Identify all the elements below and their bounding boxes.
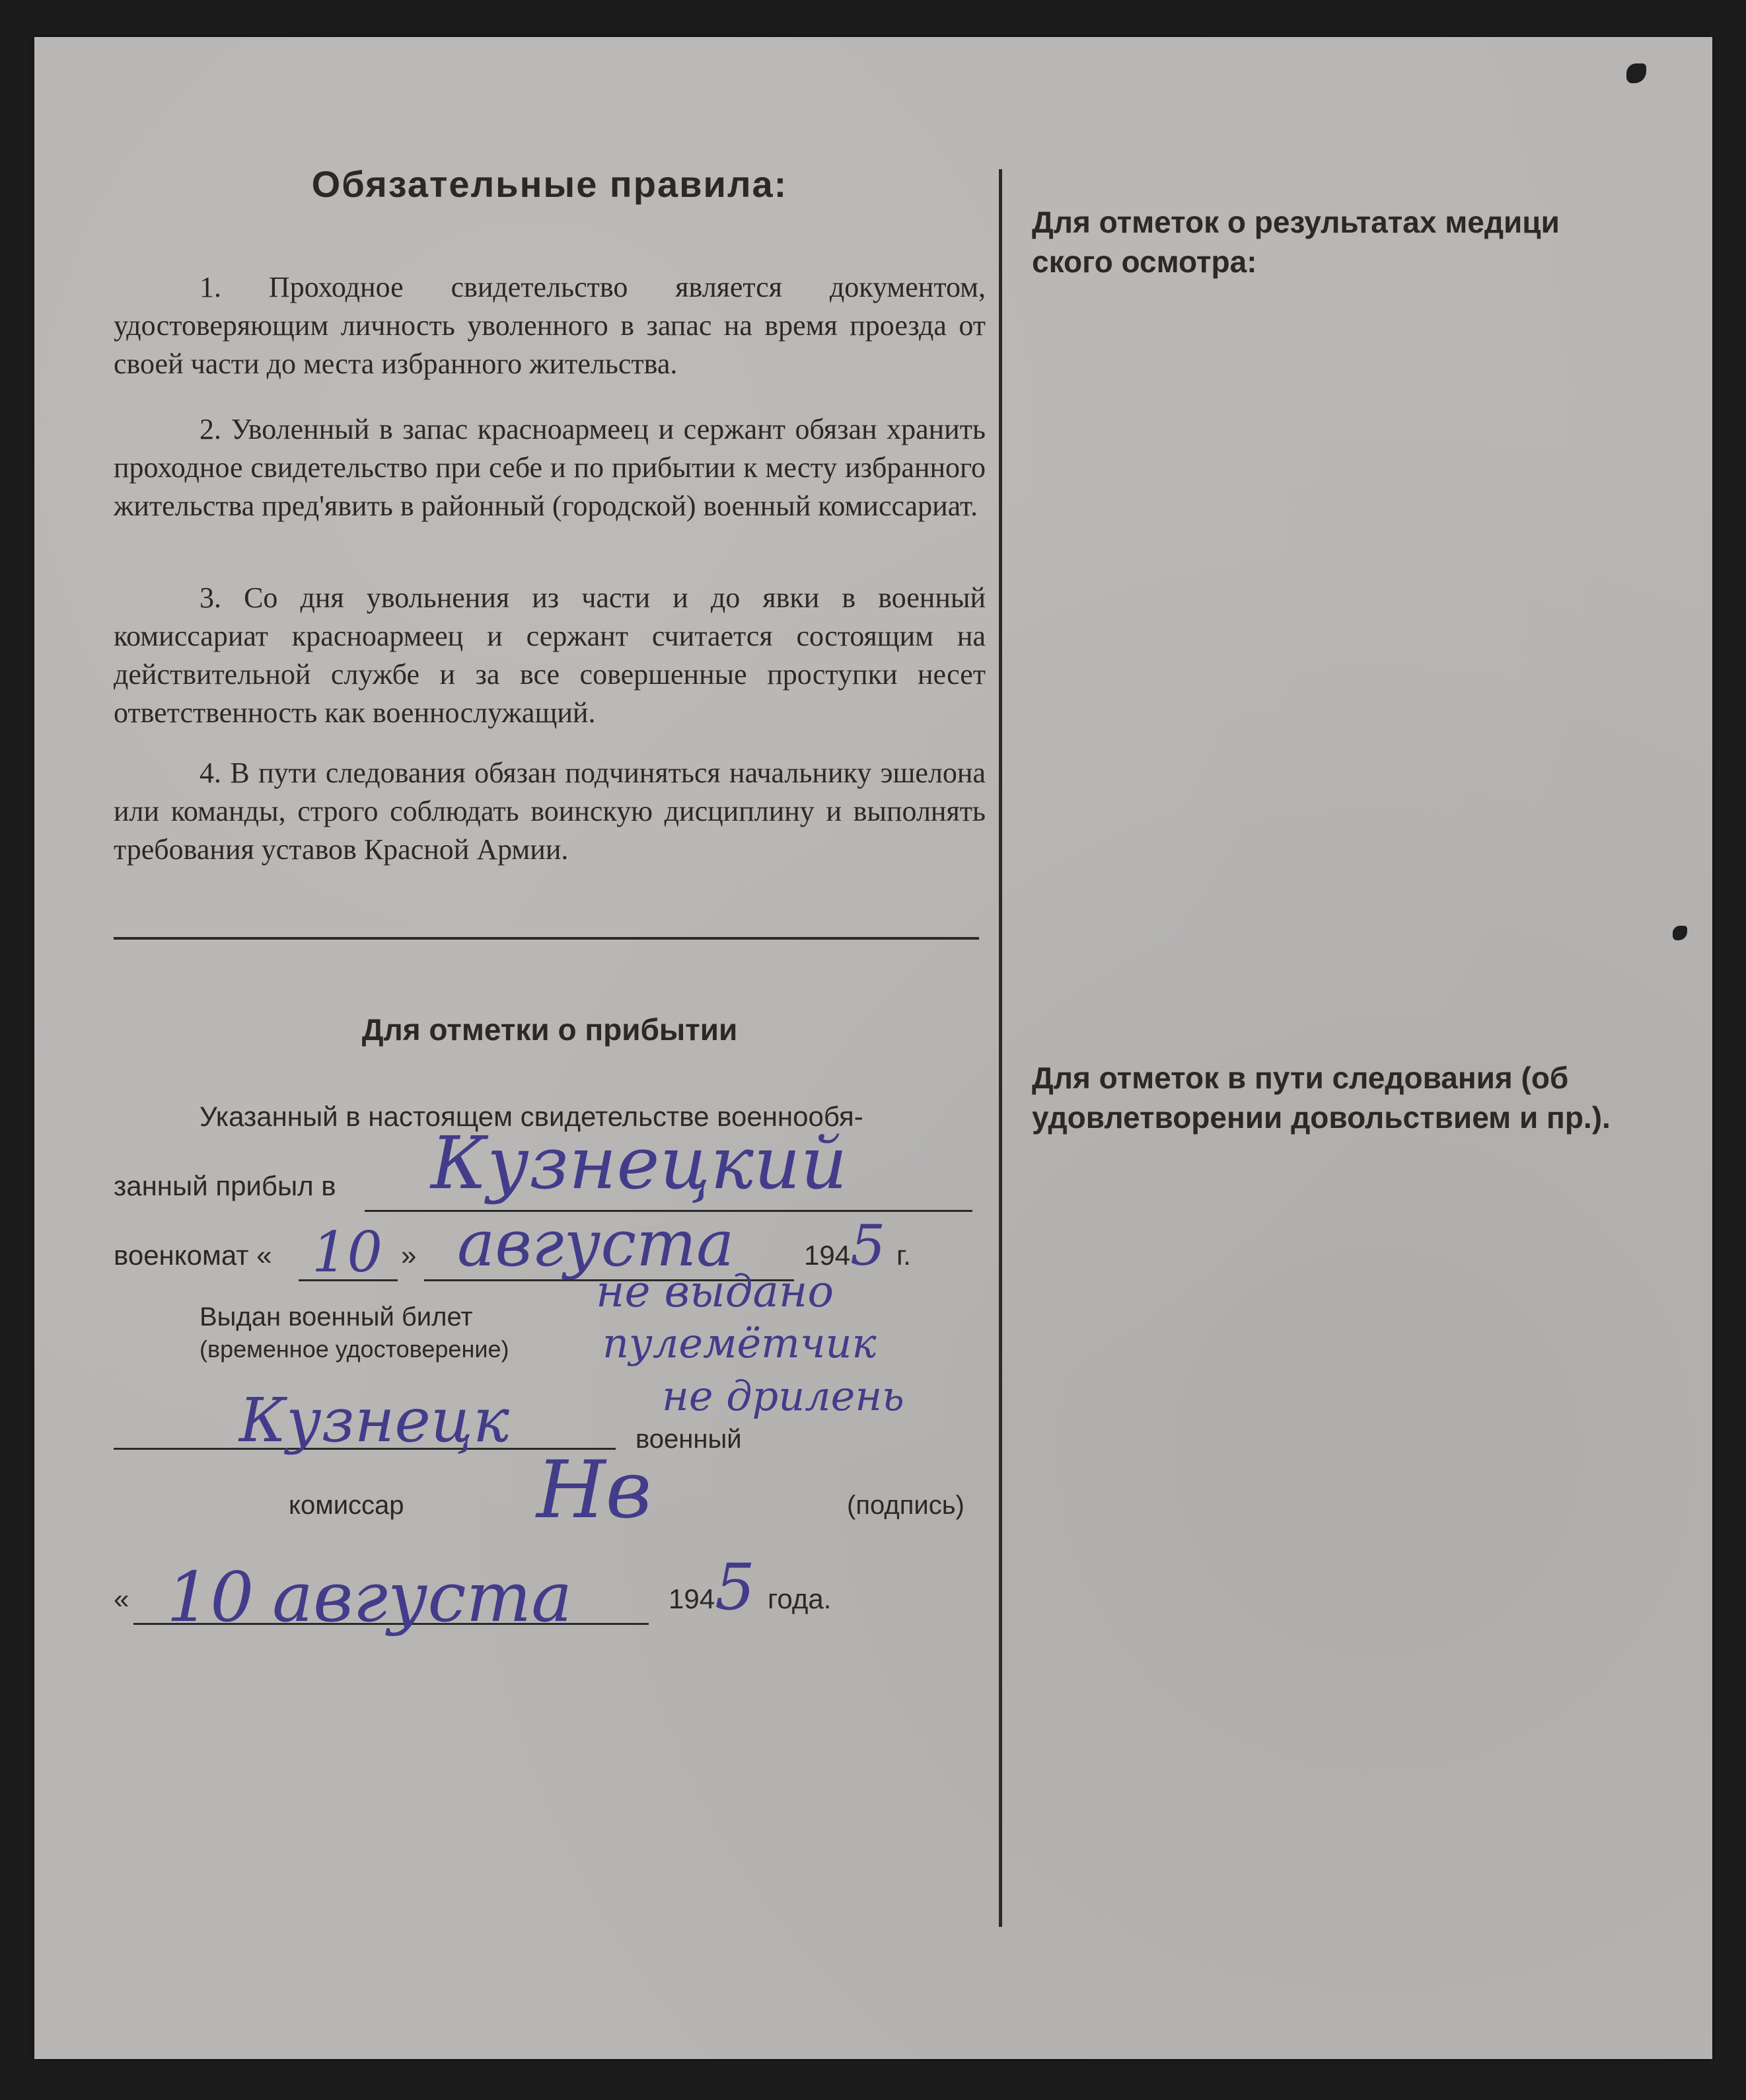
- arrival-line-1: Указанный в настоящем свидетельстве военнообя-: [200, 1101, 863, 1132]
- commissar-word-2: комиссар: [289, 1491, 404, 1520]
- arrival-line-2-prefix: занный прибыл в: [114, 1170, 336, 1201]
- medical-heading-line-2: ского осмотра:: [1032, 244, 1257, 279]
- rule-3: 3. Со дня увольнения из части и до явки в военный комиссариат красноармеец и сержант считается состоящим на действительной службе и за все совершенные проступки несет ответственность как военнослужащий.: [114, 581, 986, 729]
- commissar-name-handwriting: Кузнецк: [239, 1385, 509, 1456]
- arrival-day-close-quote: »: [401, 1240, 417, 1271]
- date-month-handwriting: августа: [272, 1557, 573, 1637]
- commissar-signature: Нв: [536, 1444, 652, 1536]
- arrival-title: Для отметки о прибытии: [361, 1012, 738, 1047]
- ticket-handwriting-3: не дрилень: [662, 1372, 904, 1420]
- commissar-word-1: военный: [636, 1425, 742, 1454]
- arrival-year-printed: 194: [804, 1240, 851, 1271]
- rules-title: Обязательные правила:: [311, 163, 788, 205]
- arrival-place-handwriting: Кузнецкий: [431, 1121, 848, 1205]
- rule-1: 1. Проходное свидетельство является документом, удостоверяющим личность уволенного в запас на время проезда от своей части до места избранного жительства.: [114, 271, 986, 380]
- arrival-year-suffix: г.: [896, 1240, 911, 1271]
- ticket-label-2: (временное удостоверение): [200, 1335, 509, 1363]
- arrival-year-handwriting: 5: [850, 1213, 886, 1278]
- transit-heading: [1032, 1058, 1611, 1137]
- date-suffix: года.: [768, 1583, 832, 1614]
- section-divider: [114, 937, 979, 940]
- ticket-label-1: Выдан военный билет: [200, 1302, 473, 1331]
- medical-heading-line-1: Для отметок о результатах медици: [1032, 205, 1560, 239]
- arrival-day-handwriting: 10: [312, 1220, 382, 1285]
- ticket-handwriting-1: не выдано: [596, 1266, 834, 1317]
- date-year-handwriting: 5: [715, 1550, 756, 1624]
- date-open-quote: «: [114, 1583, 129, 1614]
- ticket-handwriting-2: пулемётчик: [602, 1319, 877, 1367]
- transit-heading-line-2: удовлетворении довольствием и пр.).: [1032, 1100, 1611, 1135]
- transit-heading-line-1: Для отметок в пути следования (об: [1032, 1061, 1569, 1095]
- date-year-printed: 194: [669, 1583, 715, 1614]
- date-day-handwriting: 10: [166, 1557, 254, 1637]
- arrival-line-3-prefix: военкомат «: [114, 1240, 272, 1271]
- document-sheet: [34, 37, 1712, 2059]
- column-divider: [999, 169, 1002, 1927]
- signature-label: (подпись): [847, 1491, 964, 1520]
- rule-2: 2. Уволенный в запас красноармеец и сержант обязан хранить проходное свидетельство при себе и по прибытии к месту избранного жительства пред'явить в районный (городской) военный комиссариат.: [114, 413, 986, 522]
- arrival-month-handwriting: августа: [457, 1207, 735, 1281]
- medical-heading: [1032, 202, 1560, 281]
- edge-damage-mark: [1673, 926, 1687, 940]
- edge-damage-mark: [1626, 63, 1646, 83]
- rule-4: 4. В пути следования обязан подчиняться начальнику эшелона или команды, строго соблюдать воинскую дисциплину и выполнять требования уставов Красной Армии.: [114, 757, 986, 866]
